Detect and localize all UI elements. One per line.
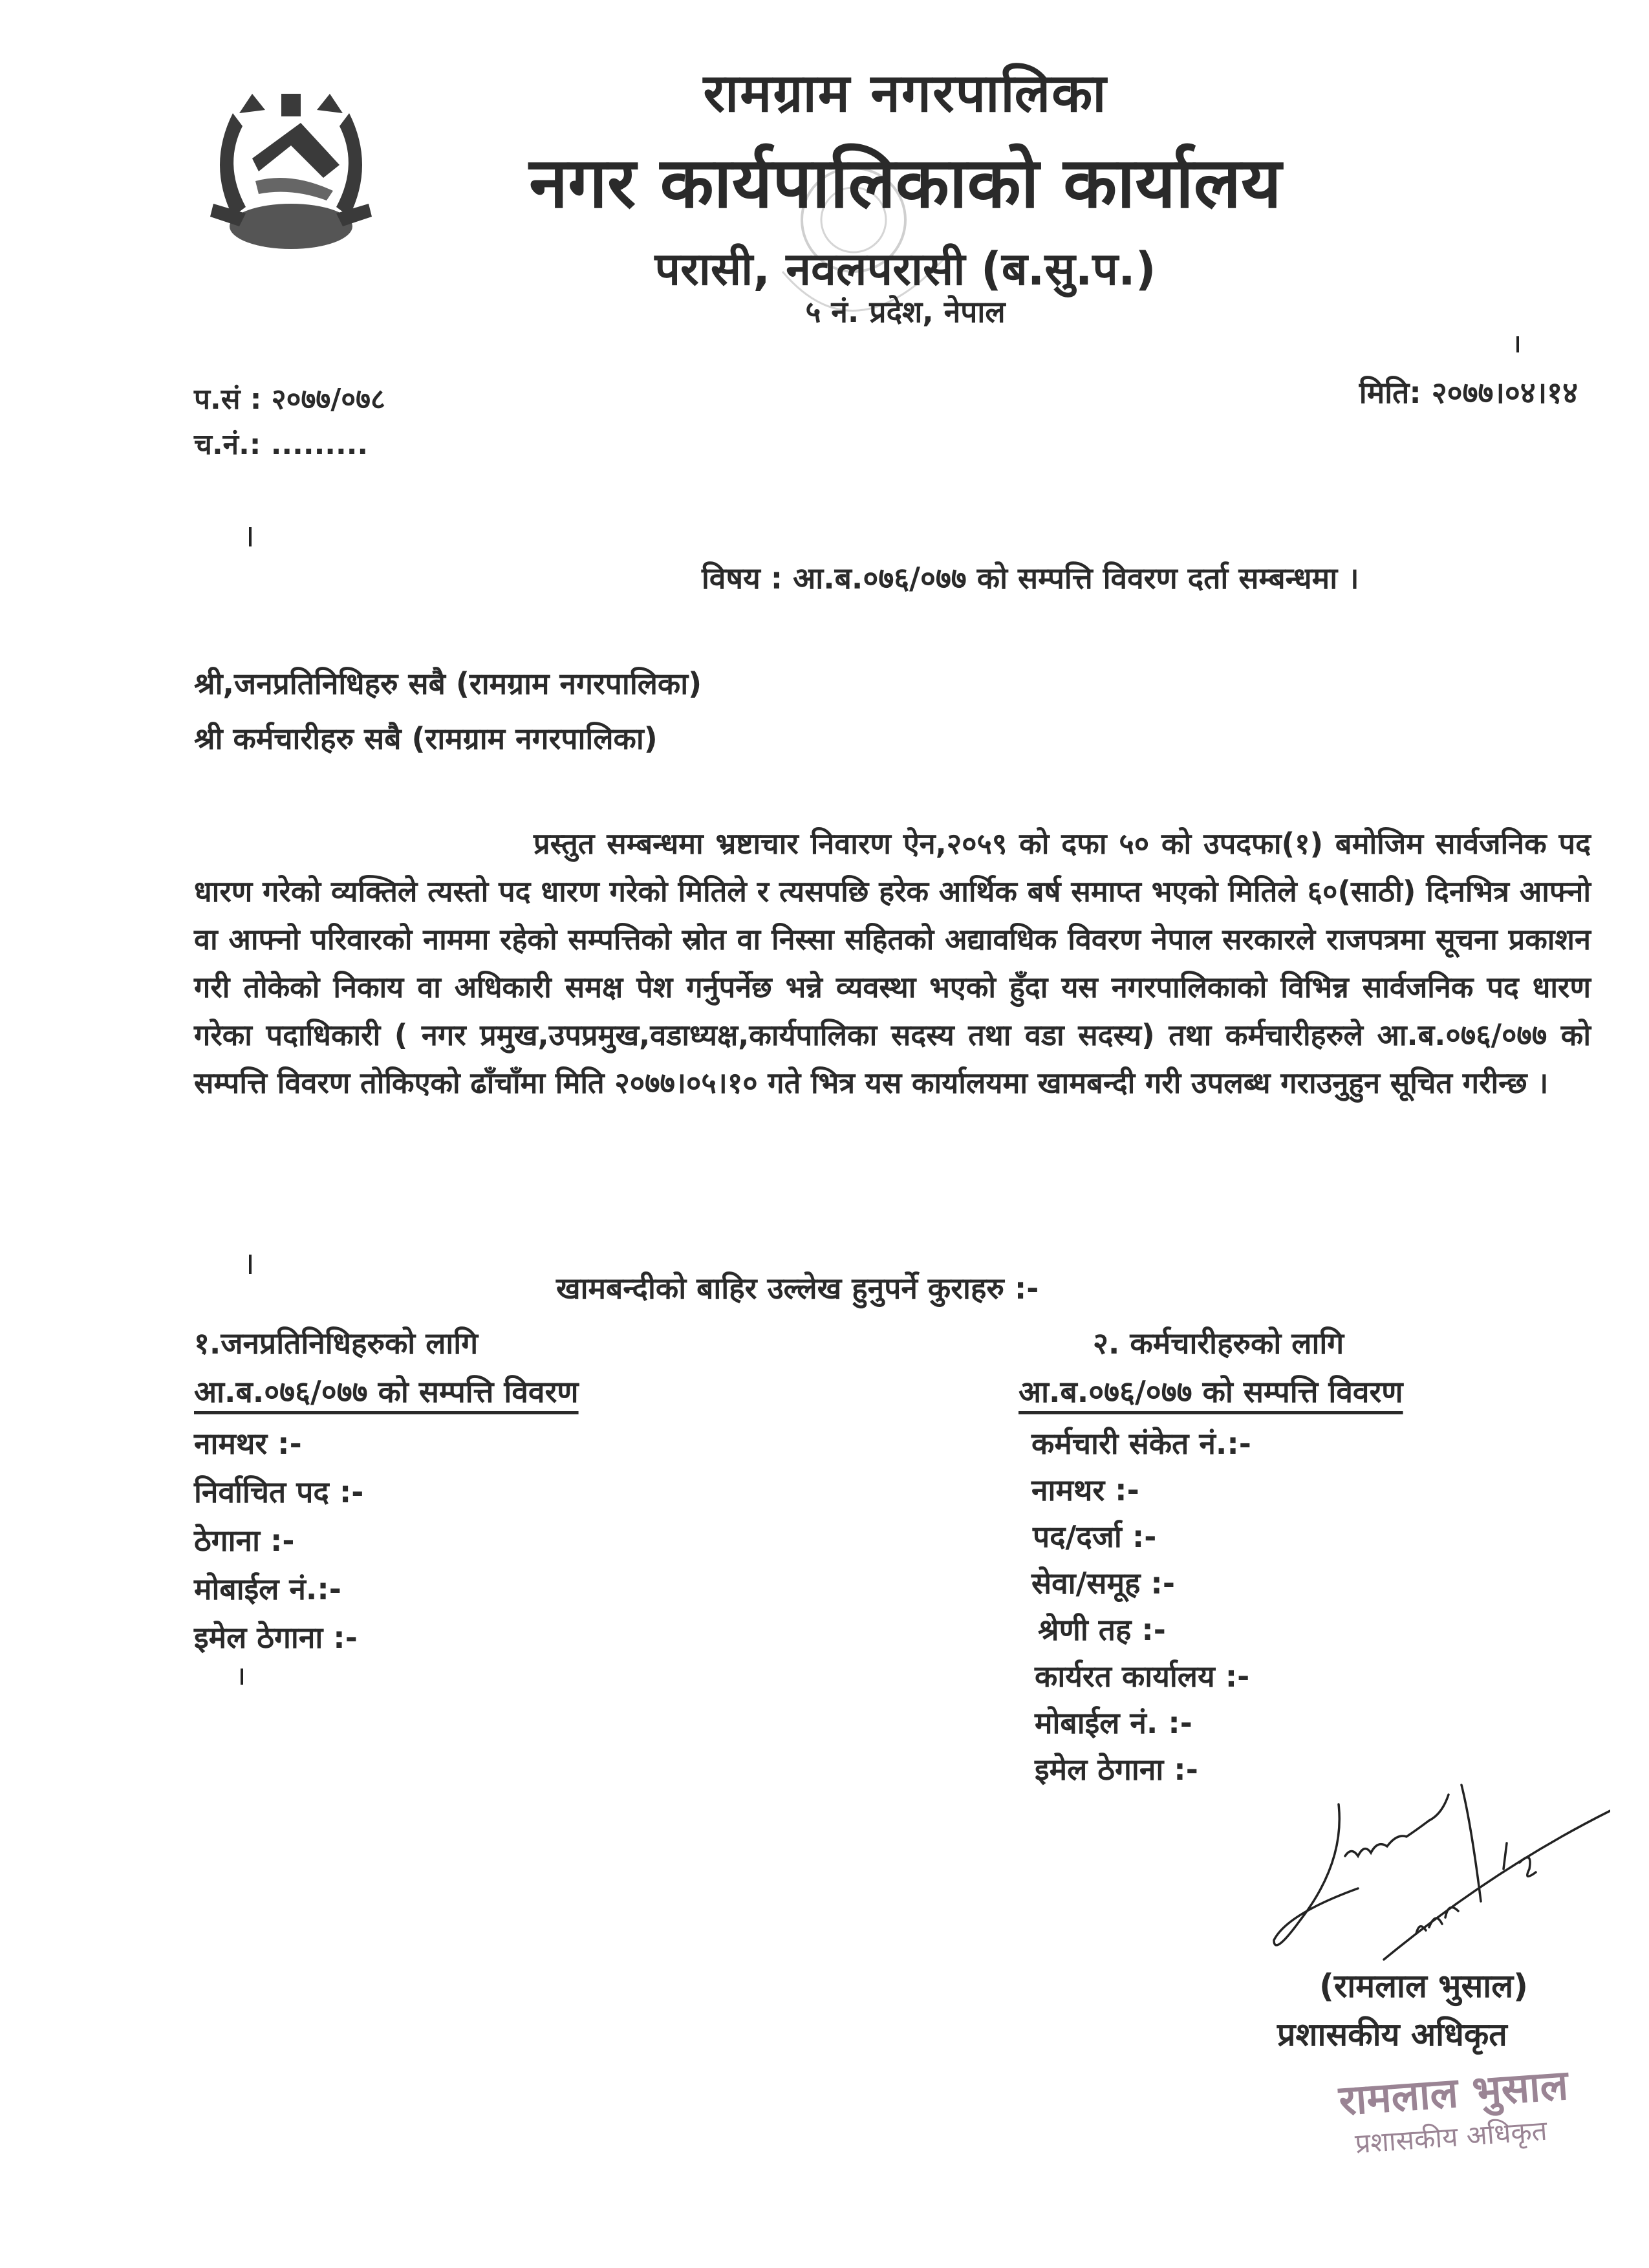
signatory-name: (रामलाल भुसाल)	[1319, 1967, 1528, 2005]
office-location: परासी, नवलपरासी (ब.सु.प.)	[654, 243, 1156, 296]
signatory-title: प्रशासकीय अधिकृत	[1277, 2016, 1507, 2053]
envelope-heading: खामबन्दीको बाहिर उल्लेख हुनुपर्ने कुराहरु :-	[556, 1271, 1039, 1306]
scan-mark	[249, 527, 252, 546]
rep-field-address: ठेगाना :-	[194, 1523, 295, 1558]
rep-field-post: निर्वाचित पद :-	[194, 1474, 364, 1509]
employees-subheading: आ.ब.०७६/०७७ को सम्पत्ति विवरण	[1018, 1374, 1403, 1409]
representatives-subheading: आ.ब.०७६/०७७ को सम्पत्ति विवरण	[194, 1374, 579, 1409]
addressee: श्री,जनप्रतिनिधिहरु सबै (रामग्राम नगरपालिका)	[194, 666, 702, 701]
employees-heading: २. कर्मचारीहरुको लागि	[1093, 1326, 1344, 1361]
emp-field-code: कर्मचारी संकेत नं.:-	[1031, 1426, 1251, 1461]
scan-mark	[241, 1669, 243, 1685]
rep-field-name: नामथर :-	[194, 1426, 302, 1461]
subject-line: विषय : आ.ब.०७६/०७७ को सम्पत्ति विवरण दर्ता सम्बन्धमा ।	[702, 561, 1359, 596]
scan-mark	[1516, 336, 1519, 352]
rep-field-email: इमेल ठेगाना :-	[194, 1620, 358, 1655]
emp-field-name: नामथर :-	[1031, 1473, 1139, 1507]
letter-date: मिति: २०७७।०४।१४	[1359, 375, 1578, 410]
emp-field-mobile: मोबाईल नं. :-	[1035, 1705, 1192, 1740]
emp-field-email: इमेल ठेगाना :-	[1035, 1752, 1198, 1787]
handwritten-signature	[1248, 1772, 1610, 1966]
emp-field-level: श्रेणी तह :-	[1038, 1612, 1166, 1647]
province-country: ५ नं. प्रदेश, नेपाल	[805, 294, 1006, 329]
emp-field-post: पद/दर्जा :-	[1033, 1519, 1157, 1554]
scan-mark	[249, 1255, 252, 1274]
emp-field-service: सेवा/समूह :-	[1031, 1566, 1175, 1601]
name-stamp: रामलाल भुसाल	[1337, 2061, 1570, 2126]
dispatch-number: च.नं.: .........	[194, 428, 369, 461]
body-paragraph: प्रस्तुत सम्बन्धमा भ्रष्टाचार निवारण ऐन,२०५९ को दफा ५० को उपदफा(१) बमोजिम सार्वजनिक पद धारण गरेको व्यक्तिले त्यस्तो पद धारण गरेको मितिले र त्यसपछि हरेक आर्थिक बर्ष समाप्त भएको मितिले ६०(साठी) दिनभित्र आफ्नो वा आफ्नो परिवारको नाममा रहेको सम्पत्तिको स्रोत वा निस्सा सहितको अद्यावधिक विवरण नेपाल सरकारले राजपत्रमा सूचना प्रकाशन गरी तोकेको निकाय वा अधिकारी समक्ष पेश गर्नुपर्नेछ भन्ने व्यवस्था भएको हुँदा यस नगरपालिकाको विभिन्न सार्वजनिक पद धारण गरेका पदाधिकारी ( नगर प्रमुख,उपप्रमुख,वडाध्यक्ष,कार्यपालिका सदस्य तथा वडा सदस्य) तथा कर्मचारीहरुले आ.ब.०७६/०७७ को सम्पत्ति विवरण तोकिएको ढाँचाँमा मिति २०७७।०५।१० गते भित्र यस कार्यालयमा खामबन्दी गरी उपलब्ध गराउनुहुन सूचित गरीन्छ ।	[194, 826, 1591, 1100]
reference-number: प.सं : २०७७/०७८	[194, 383, 385, 416]
addressee: श्री कर्मचारीहरु सबै (रामग्राम नगरपालिका)	[194, 721, 658, 756]
emp-field-office: कार्यरत कार्यालय :-	[1035, 1659, 1250, 1694]
rep-field-mobile: मोबाईल नं.:-	[194, 1571, 341, 1606]
office-name: नगर कार्यपालिकाको कार्यालय	[529, 143, 1282, 224]
municipality-name: रामग्राम नगरपालिका	[703, 63, 1108, 124]
representatives-heading: १.जनप्रतिनिधिहरुको लागि	[194, 1326, 479, 1361]
designation-stamp: प्रशासकीय अधिकृत	[1353, 2114, 1548, 2160]
